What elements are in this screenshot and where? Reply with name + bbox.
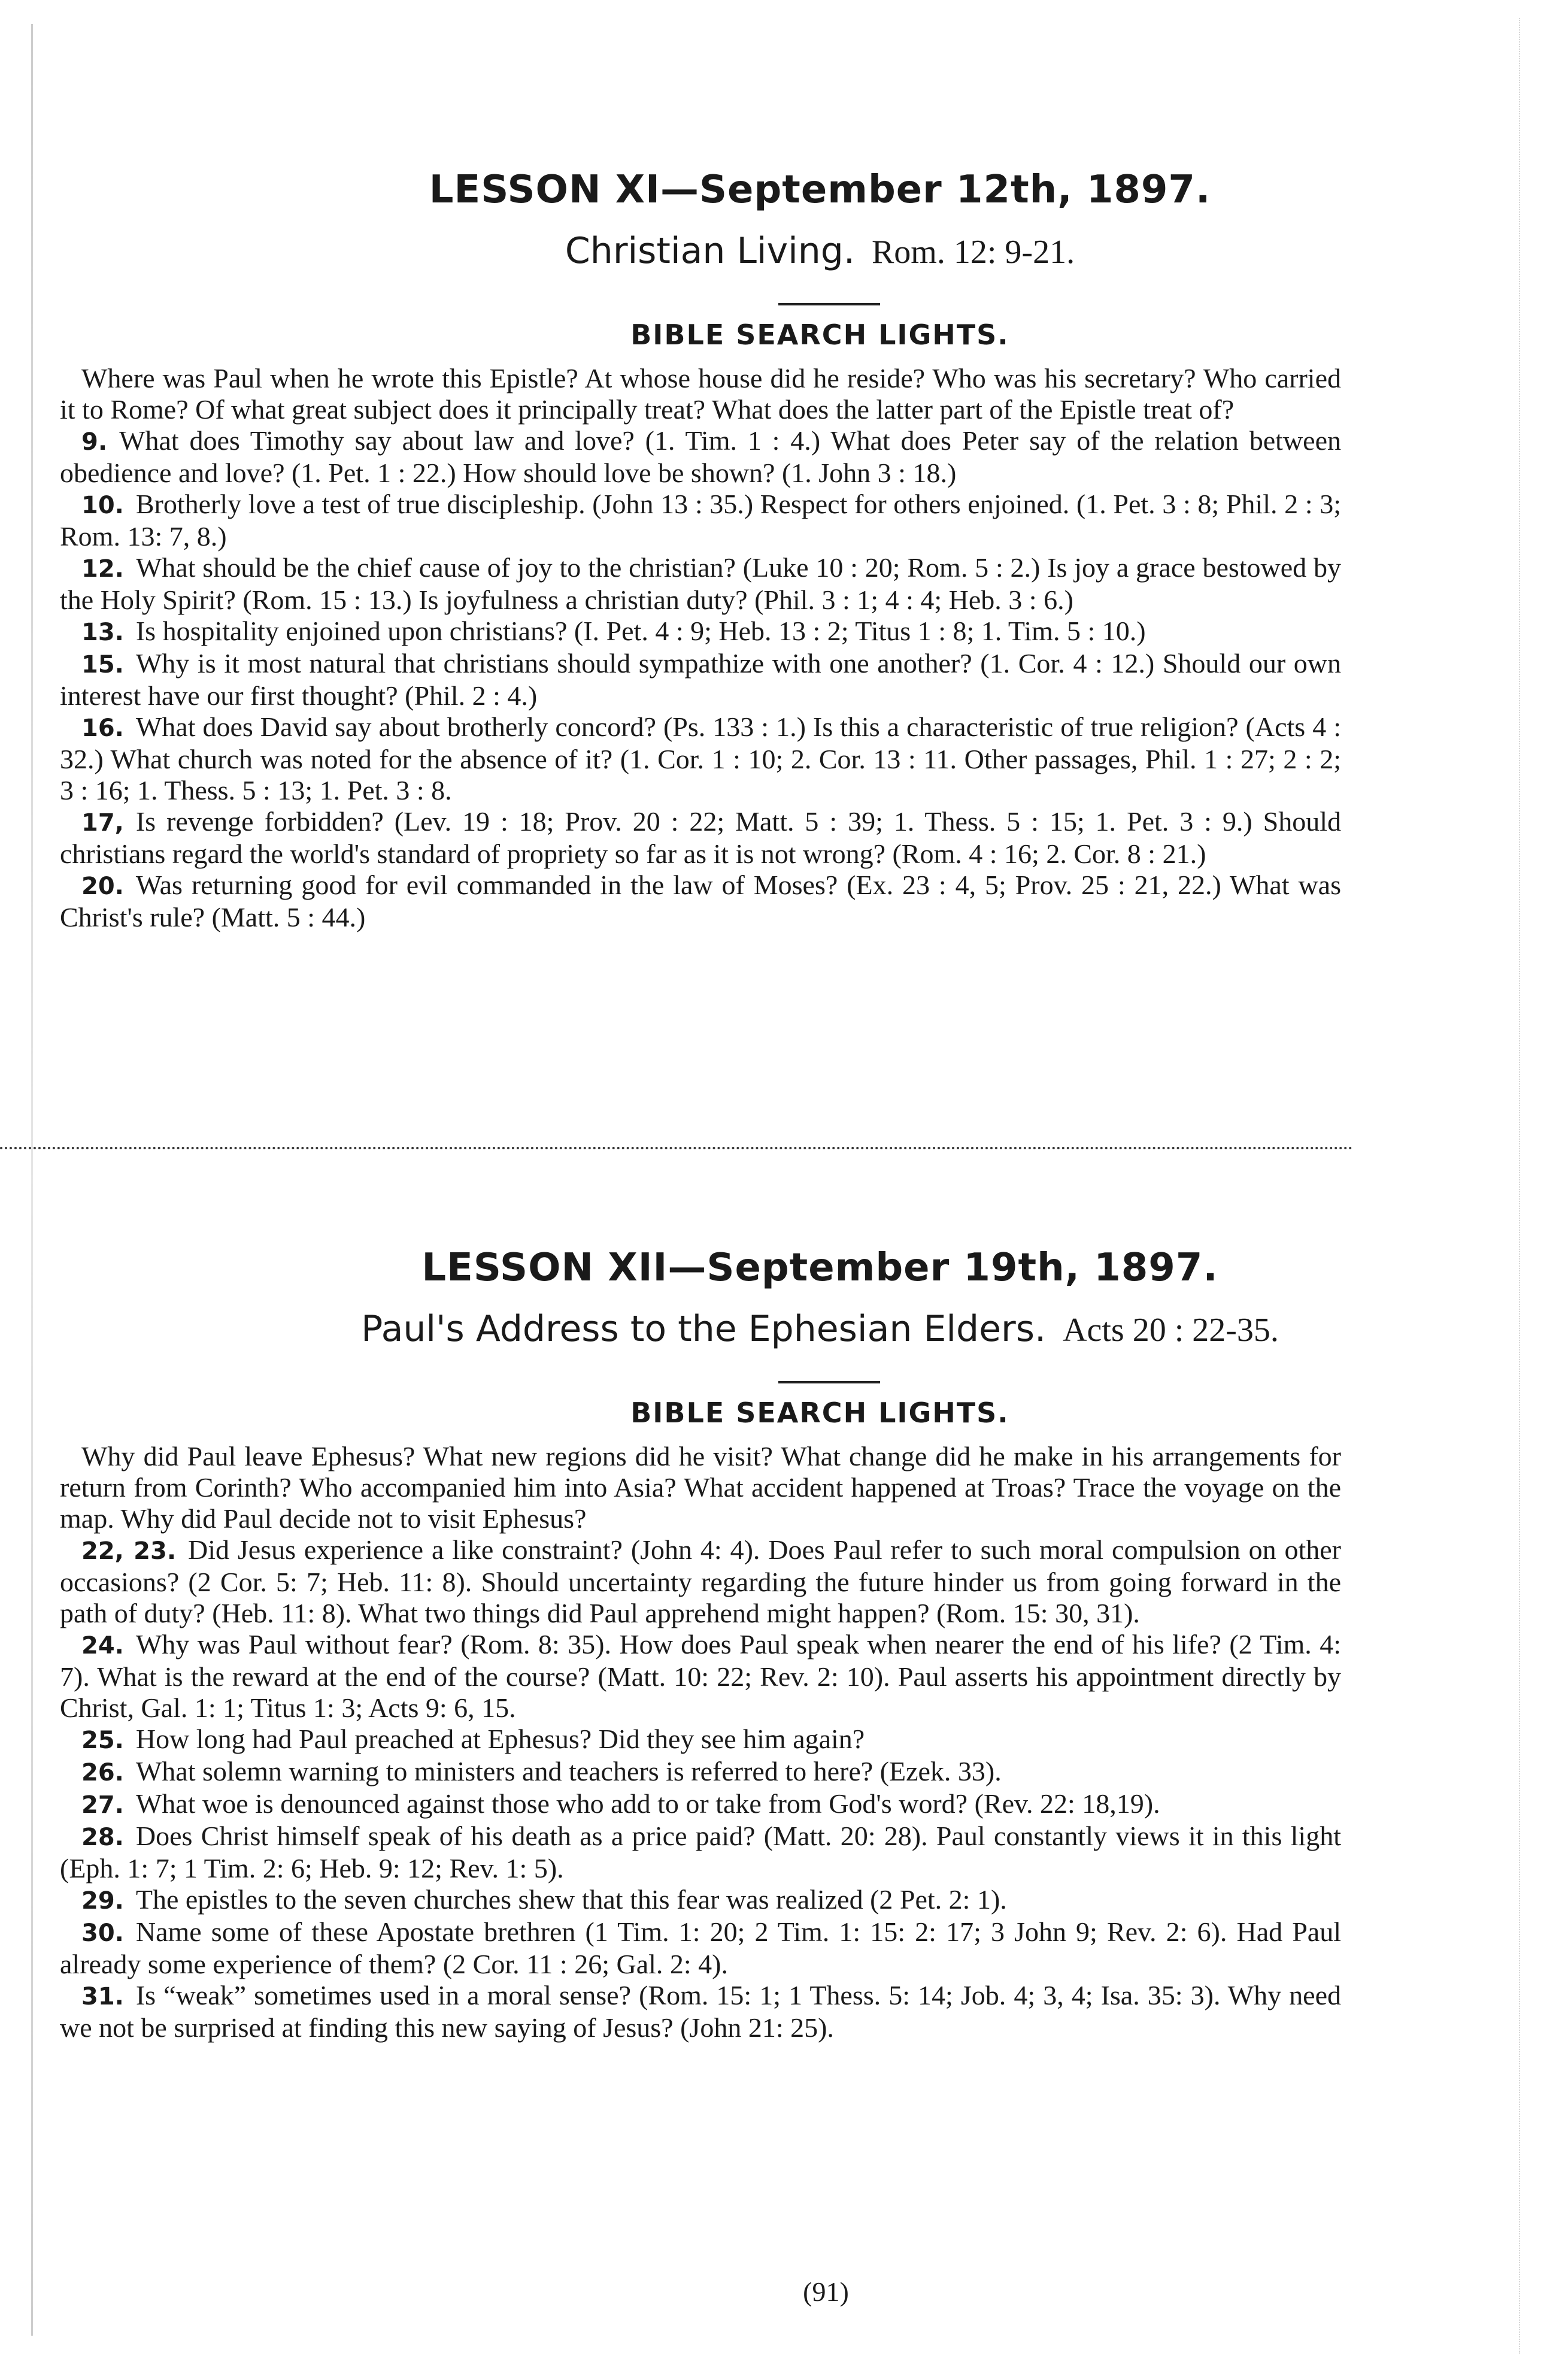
scripture-reference: Rom. 12: 9-21.: [871, 234, 1075, 271]
question-paragraph: [60, 1756, 1341, 1788]
page-number: (91): [803, 2276, 849, 2307]
verse-number: 17,: [81, 809, 124, 837]
question-text: The epistles to the seven churches shew that this fear was realized (2 Pet. 2: 1).: [135, 1884, 1007, 1915]
question-text: What woe is denounced against those who add to or take from God's word? (Rev. 22: 18,19).: [135, 1788, 1160, 1819]
question-text: Was returning good for evil commanded in the law of Moses? (Ex. 23 : 4, 5; Prov. 25 : 21, 22.) What was Christ's rule? (Matt. 5 : 44.): [60, 870, 1341, 932]
verse-number: 26.: [81, 1759, 124, 1786]
question-text: Is revenge forbidden? (Lev. 19 : 18; Prov. 20 : 22; Matt. 5 : 39; 1. Thess. 5 : 15; 1. Pet. 3 : 9.) Should christians regard the world's standard of propriety so far as it is not wrong? (Rom. 4 : 16; 2. Cor. 8 : 21.): [60, 806, 1341, 869]
question-text: Where was Paul when he wrote this Epistle? At whose house did he reside? Who was his secretary? Who carried it to Rome? Of what great subject does it principally treat? What does the latter part of the Epistle treat of?: [60, 363, 1341, 425]
question-text: Brotherly love a test of true discipleship. (John 13 : 35.) Respect for others enjoined. (1. Pet. 3 : 8; Phil. 2 : 3; Rom. 13: 7, 8.): [60, 489, 1341, 552]
question-paragraph: [60, 1724, 1341, 1756]
lesson-questions: [60, 1441, 1341, 2043]
verse-number: 12.: [81, 555, 124, 583]
lesson-divider: [0, 1147, 1353, 1152]
question-text: Why did Paul leave Ephesus? What new regions did he visit? What change did he make in his arrangements for return from Corinth? Who accompanied him into Asia? What accident happened at Troas? Trace the voyage on the map. Why did Paul decide not to visit Ephesus?: [60, 1441, 1341, 1534]
verse-number: 22, 23.: [81, 1537, 177, 1565]
lesson-xi: [0, 168, 1568, 933]
question-paragraph: [60, 363, 1341, 425]
verse-number: 30.: [81, 1919, 124, 1947]
verse-number: 25.: [81, 1727, 124, 1754]
question-text: How long had Paul preached at Ephesus? Did they see him again?: [135, 1724, 865, 1754]
question-paragraph: [60, 1441, 1341, 1534]
verse-number: 13.: [81, 619, 124, 646]
question-paragraph: [60, 870, 1341, 933]
question-paragraph: [60, 1821, 1341, 1884]
verse-number: 15.: [81, 651, 124, 679]
question-paragraph: [60, 711, 1341, 806]
question-paragraph: [60, 1916, 1341, 1980]
question-paragraph: [60, 1534, 1341, 1629]
question-paragraph: [60, 1884, 1341, 1916]
question-text: Did Jesus experience a like constraint? (John 4: 4). Does Paul refer to such moral compulsion on other occasions? (2 Cor. 5: 7; Heb. 11: 8). Should uncertainty regarding the future hinder us from going forward in the path of duty? (Heb. 11: 8). What two things did Paul apprehend might happen? (Rom. 15: 30, 31).: [60, 1534, 1341, 1628]
question-paragraph: [60, 806, 1341, 870]
question-text: Does Christ himself speak of his death as a price paid? (Matt. 20: 28). Paul constantly views it in this light (Eph. 1: 7; 1 Tim. 2: 6; Heb. 9: 12; Rev. 1: 5).: [60, 1821, 1341, 1884]
lesson-subtitle: [0, 1308, 1568, 1350]
section-heading: BIBLE SEARCH LIGHTS.: [630, 319, 1009, 351]
verse-number: 16.: [81, 714, 124, 742]
scripture-reference: Acts 20 : 22-35.: [1063, 1312, 1279, 1349]
verse-number: 29.: [81, 1887, 124, 1915]
verse-number: 27.: [81, 1791, 124, 1819]
lesson-subtitle: [0, 230, 1568, 272]
question-paragraph: [60, 489, 1341, 552]
verse-number: 10.: [81, 492, 124, 519]
question-paragraph: [60, 1788, 1341, 1821]
question-text: Why is it most natural that christians should sympathize with one another? (1. Cor. 4 : 12.) Should our own interest have our first thought? (Phil. 2 : 4.): [60, 648, 1341, 711]
question-text: What does Timothy say about law and love? (1. Tim. 1 : 4.) What does Peter say of the relation between obedience and love? (1. Pet. 1 : 22.) How should love be shown? (1. John 3 : 18.): [60, 425, 1341, 488]
question-text: Why was Paul without fear? (Rom. 8: 35). How does Paul speak when nearer the end of his life? (2 Tim. 4: 7). What is the reward at the end of the course? (Matt. 10: 22; Rev. 2: 10). Paul asserts his appointment directly by Christ, Gal. 1: 1; Titus 1: 3; Acts 9: 6, 15.: [60, 1629, 1341, 1723]
verse-number: 24.: [81, 1632, 124, 1660]
question-paragraph: [60, 648, 1341, 711]
lesson-title: LESSON XII—September 19th, 1897.: [421, 1246, 1218, 1290]
verse-number: 9.: [81, 428, 108, 456]
verse-number: 20.: [81, 873, 124, 900]
verse-number: 28.: [81, 1824, 124, 1851]
question-paragraph: [60, 425, 1341, 489]
verse-number: 31.: [81, 1983, 124, 2010]
question-text: What should be the chief cause of joy to the christian? (Luke 10 : 20; Rom. 5 : 2.) Is joy a grace bestowed by the Holy Spirit? (Rom. 15 : 13.) Is joyfulness a christian duty? (Phil. 3 : 1; 4 : 4; Heb. 3 : 6.): [60, 552, 1341, 615]
question-paragraph: [60, 616, 1341, 648]
lesson-xii: [0, 1246, 1568, 2043]
heading-rule: [778, 303, 880, 305]
lesson-questions: [60, 363, 1341, 933]
section-heading: BIBLE SEARCH LIGHTS.: [630, 1397, 1009, 1429]
question-paragraph: [60, 1980, 1341, 2043]
lesson-topic: Paul's Address to the Ephesian Elders.: [361, 1308, 1047, 1350]
heading-rule: [778, 1381, 880, 1383]
question-text: What solemn warning to ministers and teachers is referred to here? (Ezek. 33).: [135, 1756, 1002, 1786]
question-text: Is hospitality enjoined upon christians? (I. Pet. 4 : 9; Heb. 13 : 2; Titus 1 : 8; 1. Tim. 5 : 10.): [135, 616, 1146, 646]
question-text: Name some of these Apostate brethren (1 Tim. 1: 20; 2 Tim. 1: 15: 2: 17; 3 John 9; Rev. 2: 6). Had Paul already some experience of them? (2 Cor. 11 : 26; Gal. 2: 4).: [60, 1916, 1341, 1979]
question-paragraph: [60, 1629, 1341, 1724]
question-text: Is “weak” sometimes used in a moral sense? (Rom. 15: 1; 1 Thess. 5: 14; Job. 4; 3, 4; Isa. 35: 3). Why need we not be surprised at finding this new saying of Jesus? (John 21: 25).: [60, 1980, 1341, 2043]
question-paragraph: [60, 552, 1341, 616]
lesson-title: LESSON XI—September 12th, 1897.: [429, 168, 1211, 212]
question-text: What does David say about brotherly concord? (Ps. 133 : 1.) Is this a characteristic of true religion? (Acts 4 : 32.) What church was noted for the absence of it? (1. Cor. 1 : 10; 2. Cor. 13 : 11. Other passages, Phil. 1 : 27; 2 : 2; 3 : 16; 1. Thess. 5 : 13; 1. Pet. 3 : 8.: [60, 711, 1341, 806]
lesson-topic: Christian Living.: [565, 230, 855, 272]
